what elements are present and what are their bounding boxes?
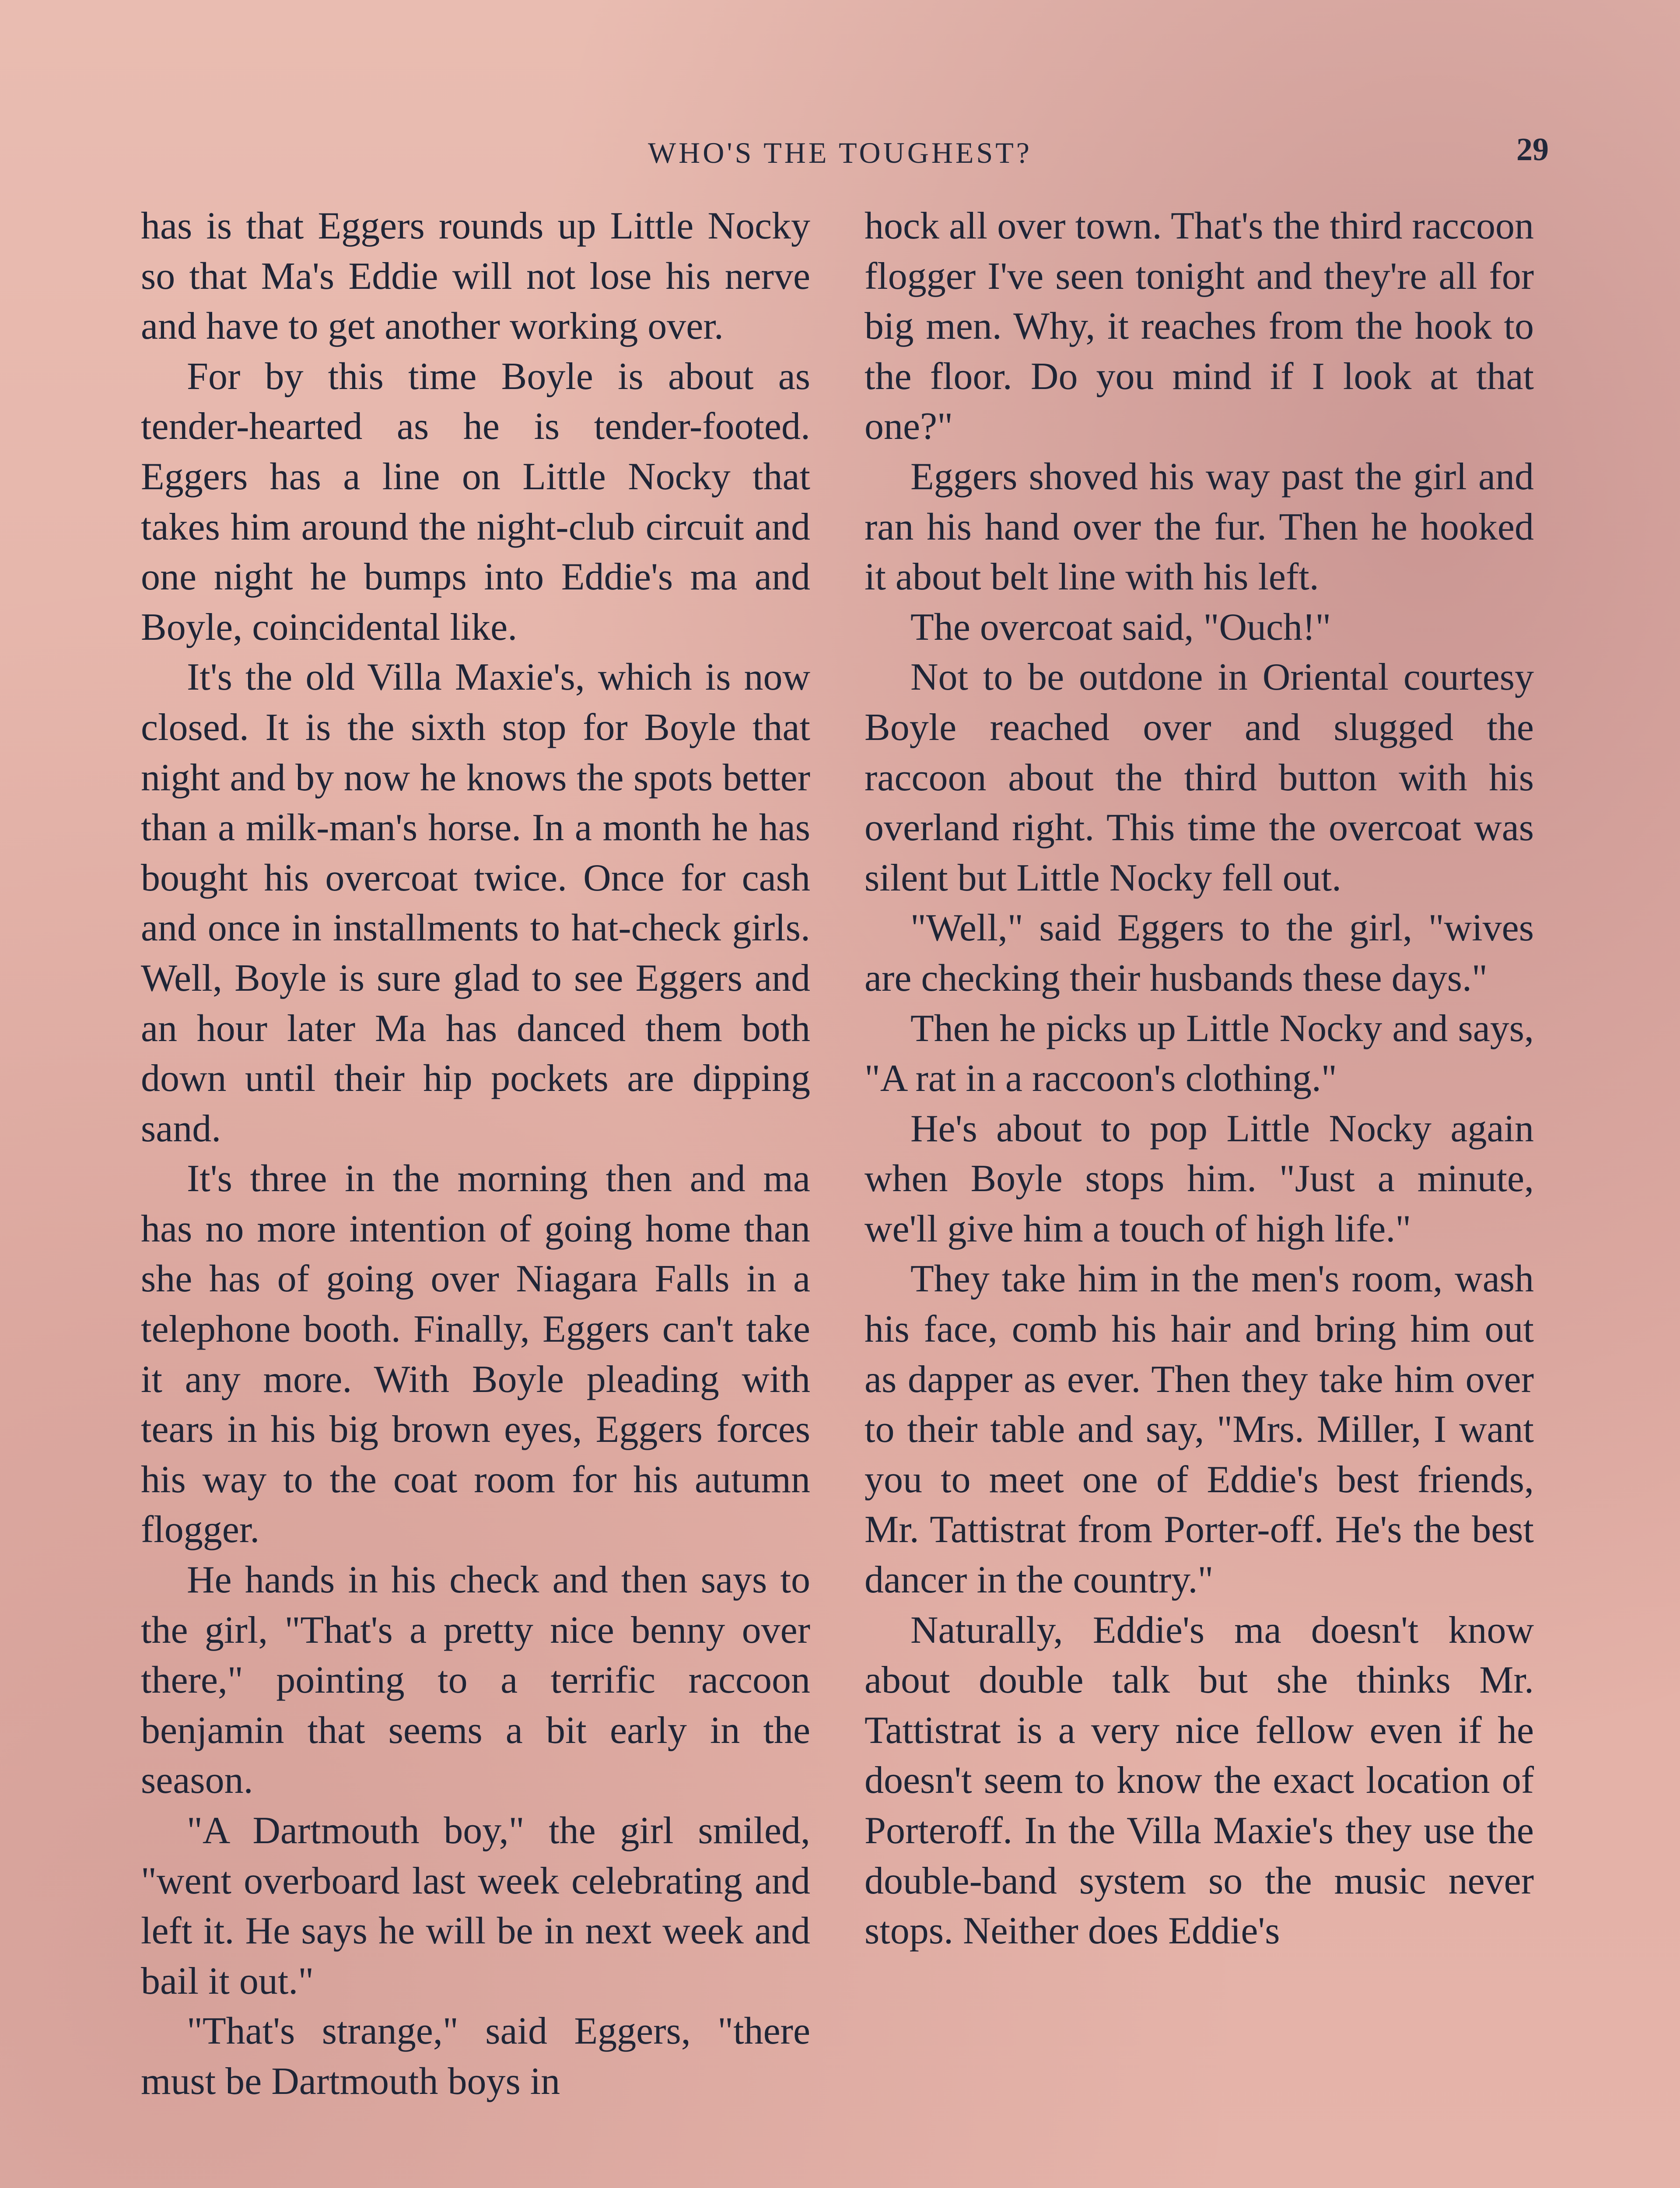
paragraph: Not to be outdone in Oriental courtesy Boyle reached over and slugged the raccoon about the third button with his overland right. This time the overcoat was silent but Little Nocky fell out.	[864, 656, 1534, 899]
right-column	[864, 201, 1534, 1957]
paragraph: Eggers shoved his way past the girl and ran his hand over the fur. Then he hooked it about belt line with his left.	[864, 455, 1534, 599]
paragraph: He's about to pop Little Nocky again when Boyle stops him. "Just a minute, we'll give him a touch of high life."	[864, 1107, 1534, 1250]
paragraph: "That's strange," said Eggers, "there must be Dartmouth boys in	[141, 2010, 810, 2103]
paragraph: For by this time Boyle is about as tender-hearted as he is tender-footed. Eggers has a line on Little Nocky that takes him around the night-club circuit and one night he bumps into Eddie's ma and Boyle, coincidental like.	[141, 355, 810, 649]
running-title: WHO'S THE TOUGHEST?	[648, 136, 1032, 169]
paragraph: He hands in his check and then says to the girl, "That's a pretty nice benny over there," pointing to a terrific raccoon benjamin that seems a bit early in the season.	[141, 1559, 810, 1802]
paragraph: They take him in the men's room, wash his face, comb his hair and bring him out as dapper as ever. Then they take him over to their table and say, "Mrs. Miller, I want you to meet one of Eddie's best friends, Mr. Tattistrat from Porter-off. He's the best dancer in the country."	[864, 1258, 1534, 1602]
paragraph: It's three in the morning then and ma has no more intention of going home than she has of going over Niagara Falls in a telephone booth. Finally, Eggers can't take it any more. With Boyle pleading with tears in his big brown eyes, Eggers forces his way to the coat room for his autumn flogger.	[141, 1157, 810, 1551]
paragraph: Then he picks up Little Nocky and says, "A rat in a raccoon's clothing."	[864, 1007, 1534, 1100]
paragraph: It's the old Villa Maxie's, which is now closed. It is the sixth stop for Boyle that night and by now he knows the spots better than a milk-man's horse. In a month he has bought his overcoat twice. Once for cash and once in installments to hat-check girls. Well, Boyle is sure glad to see Eggers and an hour later Ma has danced them both down until their hip pockets are dipping sand.	[141, 656, 810, 1150]
paragraph: has is that Eggers rounds up Little Nocky so that Ma's Eddie will not lose his nerve and have to get another working over.	[141, 205, 810, 348]
left-column	[141, 201, 810, 2107]
paragraph: hock all over town. That's the third raccoon flogger I've seen tonight and they're all for big men. Why, it reaches from the hook to the floor. Do you mind if I look at that one?"	[864, 205, 1534, 448]
paragraph: The overcoat said, "Ouch!"	[910, 606, 1331, 649]
paragraph: "Well," said Eggers to the girl, "wives are checking their husbands these days."	[864, 907, 1534, 999]
paragraph: Naturally, Eddie's ma doesn't know about double talk but she thinks Mr. Tattistrat is a very nice fellow even if he doesn't seem to know the exact location of Porteroff. In the Villa Maxie's they use the double-band system so the music never stops. Neither does Eddie's	[864, 1609, 1534, 1953]
paragraph: "A Dartmouth boy," the girl smiled, "went overboard last week celebrating and left it. He says he will be in next week and bail it out."	[141, 1809, 810, 2002]
page-number: 29	[1516, 132, 1549, 168]
